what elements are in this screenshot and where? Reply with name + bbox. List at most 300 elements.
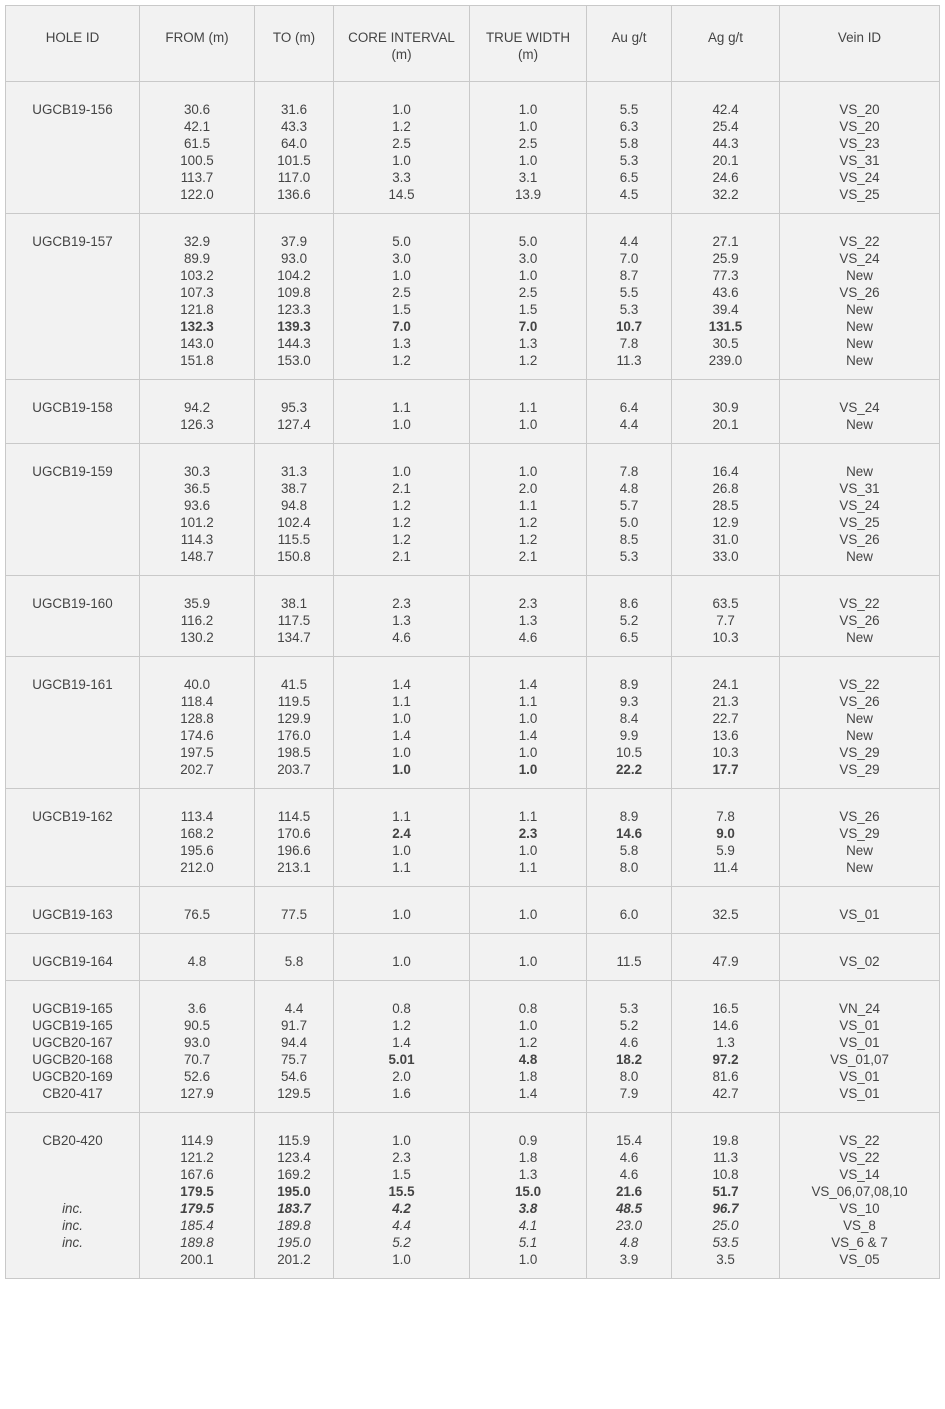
- value-ag: 11.3: [712, 1150, 739, 1165]
- value-ag: 21.3: [712, 694, 739, 709]
- value-au: 8.0: [619, 860, 639, 875]
- value-vein-id: VS_29: [839, 745, 880, 760]
- value-to: 115.9: [277, 1133, 311, 1148]
- value-to: 77.5: [280, 907, 308, 922]
- value-from: 127.9: [180, 1086, 214, 1101]
- value-vein-id: New: [846, 417, 873, 432]
- value-to: 183.7: [277, 1201, 311, 1216]
- value-au: 9.9: [619, 728, 639, 743]
- value-to: 134.7: [277, 630, 311, 645]
- value-vein-id: New: [846, 353, 873, 368]
- cell-true-width: [470, 934, 587, 981]
- value-ag: 51.7: [712, 1184, 739, 1199]
- value-au: 7.9: [619, 1086, 639, 1101]
- cell-ag: [672, 380, 780, 444]
- cell-vein-id: [780, 444, 940, 576]
- value-true-width: 1.1: [518, 860, 538, 875]
- header-hole-id: [6, 6, 140, 82]
- header-true-width: [470, 6, 587, 82]
- cell-hole-id: [6, 1113, 140, 1279]
- value-true-width: 3.1: [518, 170, 538, 185]
- value-vein-id: VS_01: [839, 1035, 880, 1050]
- cell-to: [255, 981, 334, 1113]
- value-vein-id: VS_01: [839, 1086, 880, 1101]
- value-ag: 32.5: [712, 907, 739, 922]
- cell-true-width: [470, 789, 587, 887]
- value-au: 6.0: [619, 907, 639, 922]
- value-vein-id: VS_6 & 7: [831, 1235, 888, 1250]
- hole-id-line: [6, 1183, 139, 1200]
- cell-to: [255, 82, 334, 214]
- value-core-interval: 1.0: [392, 153, 411, 168]
- value-au: 14.6: [615, 826, 643, 841]
- value-au: 4.6: [619, 1035, 639, 1050]
- cell-vein-id: [780, 934, 940, 981]
- value-to: 75.7: [280, 1052, 308, 1067]
- value-from: 189.8: [180, 1235, 214, 1250]
- value-to: 213.1: [277, 860, 311, 875]
- value-vein-id: VS_24: [839, 400, 880, 415]
- value-core-interval: 4.4: [392, 1218, 411, 1233]
- value-ag: 9.0: [716, 826, 735, 841]
- value-to: 117.5: [277, 613, 311, 628]
- cell-from: [140, 657, 255, 789]
- value-core-interval: 1.2: [392, 515, 411, 530]
- value-vein-id: VS_23: [839, 136, 880, 151]
- value-au: 5.3: [619, 302, 639, 317]
- value-from: 174.6: [180, 728, 214, 743]
- value-vein-id: VS_10: [839, 1201, 880, 1216]
- value-vein-id: VS_01,07: [830, 1052, 889, 1067]
- value-core-interval: 1.1: [392, 860, 411, 875]
- value-true-width: 1.5: [518, 302, 538, 317]
- cell-to: [255, 214, 334, 380]
- value-vein-id: New: [846, 860, 873, 875]
- value-core-interval: 1.0: [392, 1133, 411, 1148]
- value-ag: 3.5: [716, 1252, 735, 1267]
- value-au: 8.6: [619, 596, 639, 611]
- value-from: 200.1: [180, 1252, 214, 1267]
- value-core-interval: 15.5: [388, 1184, 415, 1199]
- cell-true-width: [470, 82, 587, 214]
- value-ag: 53.5: [712, 1235, 739, 1250]
- value-from: 113.7: [180, 170, 214, 185]
- cell-vein-id: [780, 789, 940, 887]
- value-core-interval: 1.0: [392, 417, 411, 432]
- header-label: Ag g/t: [708, 30, 743, 45]
- hole-id-line: UGCB20-168: [32, 1052, 113, 1067]
- cell-true-width: [470, 214, 587, 380]
- value-true-width: 1.3: [518, 1167, 538, 1182]
- value-from: 89.9: [183, 251, 211, 266]
- value-from: 93.6: [183, 498, 211, 513]
- cell-to: [255, 934, 334, 981]
- value-core-interval: 1.2: [392, 532, 411, 547]
- value-core-interval: 2.3: [392, 596, 411, 611]
- cell-vein-id: [780, 887, 940, 934]
- header-ag: [672, 6, 780, 82]
- value-true-width: 1.2: [518, 353, 538, 368]
- value-core-interval: 1.5: [392, 1167, 411, 1182]
- value-to: 129.9: [277, 711, 311, 726]
- value-core-interval: 1.0: [392, 711, 411, 726]
- value-vein-id: VS_26: [839, 694, 880, 709]
- value-from: 128.8: [180, 711, 214, 726]
- cell-au: [587, 214, 672, 380]
- table-row: [6, 576, 940, 657]
- value-ag: 32.2: [712, 187, 739, 202]
- cell-to: [255, 1113, 334, 1279]
- value-core-interval: 4.2: [392, 1201, 411, 1216]
- value-vein-id: VS_06,07,08,10: [811, 1184, 908, 1199]
- cell-ag: [672, 214, 780, 380]
- cell-from: [140, 887, 255, 934]
- value-ag: 7.8: [716, 809, 735, 824]
- value-from: 143.0: [180, 336, 214, 351]
- value-core-interval: 1.4: [392, 1035, 411, 1050]
- value-core-interval: 2.5: [392, 136, 411, 151]
- value-au: 5.8: [619, 843, 639, 858]
- value-ag: 47.9: [712, 954, 739, 969]
- value-vein-id: VS_29: [839, 762, 880, 777]
- value-true-width: 1.0: [518, 153, 538, 168]
- value-core-interval: 7.0: [392, 319, 411, 334]
- value-ag: 12.9: [712, 515, 739, 530]
- value-vein-id: VS_25: [839, 515, 880, 530]
- value-to: 170.6: [277, 826, 311, 841]
- value-ag: 5.9: [716, 843, 735, 858]
- value-au: 8.9: [619, 809, 639, 824]
- hole-id-line: UGCB19-157: [32, 234, 113, 249]
- value-core-interval: 0.8: [392, 1001, 411, 1016]
- value-core-interval: 5.2: [392, 1235, 411, 1250]
- cell-core-interval: [334, 887, 470, 934]
- value-ag: 42.7: [712, 1086, 739, 1101]
- value-from: 132.3: [180, 319, 214, 334]
- value-from: 195.6: [180, 843, 214, 858]
- hole-id-line: UGCB19-162: [32, 809, 113, 824]
- cell-vein-id: [780, 981, 940, 1113]
- value-ag: 24.6: [712, 170, 739, 185]
- cell-ag: [672, 981, 780, 1113]
- value-au: 5.7: [619, 498, 639, 513]
- value-to: 94.8: [280, 498, 308, 513]
- cell-to: [255, 444, 334, 576]
- value-au: 7.8: [619, 336, 639, 351]
- value-vein-id: VS_22: [839, 596, 880, 611]
- value-vein-id: VS_25: [839, 187, 880, 202]
- cell-to: [255, 380, 334, 444]
- value-to: 176.0: [277, 728, 311, 743]
- value-core-interval: 2.3: [392, 1150, 411, 1165]
- value-to: 37.9: [280, 234, 308, 249]
- cell-from: [140, 444, 255, 576]
- value-true-width: 1.1: [518, 694, 538, 709]
- value-from: 212.0: [180, 860, 214, 875]
- cell-from: [140, 380, 255, 444]
- cell-from: [140, 934, 255, 981]
- value-to: 127.4: [277, 417, 311, 432]
- value-au: 7.0: [619, 251, 639, 266]
- value-core-interval: 1.0: [392, 268, 411, 283]
- value-vein-id: New: [846, 843, 873, 858]
- hole-id-line: UGCB19-160: [32, 596, 113, 611]
- value-true-width: 1.0: [518, 1252, 538, 1267]
- value-au: 6.5: [619, 170, 639, 185]
- value-true-width: 1.1: [518, 400, 538, 415]
- value-true-width: 4.1: [518, 1218, 538, 1233]
- cell-true-width: [470, 981, 587, 1113]
- table-row: [6, 380, 940, 444]
- value-true-width: 15.0: [514, 1184, 542, 1199]
- value-ag: 25.0: [712, 1218, 739, 1233]
- cell-vein-id: [780, 214, 940, 380]
- value-true-width: 1.4: [518, 728, 538, 743]
- value-ag: 39.4: [712, 302, 739, 317]
- value-to: 123.3: [277, 302, 311, 317]
- value-true-width: 1.2: [518, 1035, 538, 1050]
- value-true-width: 1.0: [518, 711, 538, 726]
- table-row: [6, 82, 940, 214]
- value-au: 9.3: [619, 694, 639, 709]
- value-to: 169.2: [277, 1167, 311, 1182]
- value-au: 8.9: [619, 677, 639, 692]
- value-core-interval: 3.3: [392, 170, 411, 185]
- value-ag: 33.0: [712, 549, 739, 564]
- value-ag: 81.6: [712, 1069, 739, 1084]
- value-from: 121.2: [180, 1150, 214, 1165]
- cell-true-width: [470, 380, 587, 444]
- value-from: 179.5: [180, 1184, 214, 1199]
- value-true-width: 1.2: [518, 515, 538, 530]
- value-au: 4.6: [619, 1167, 639, 1182]
- value-to: 198.5: [277, 745, 311, 760]
- value-ag: 13.6: [712, 728, 739, 743]
- value-ag: 24.1: [712, 677, 739, 692]
- value-core-interval: 1.0: [392, 464, 411, 479]
- value-core-interval: 1.0: [392, 1252, 411, 1267]
- value-au: 4.4: [619, 417, 639, 432]
- value-true-width: 1.8: [518, 1069, 538, 1084]
- cell-true-width: [470, 576, 587, 657]
- value-true-width: 1.1: [518, 809, 538, 824]
- value-to: 41.5: [280, 677, 308, 692]
- value-core-interval: 1.0: [392, 745, 411, 760]
- value-to: 101.5: [277, 153, 311, 168]
- cell-hole-id: [6, 789, 140, 887]
- cell-au: [587, 657, 672, 789]
- value-true-width: 4.6: [518, 630, 538, 645]
- value-core-interval: 1.5: [392, 302, 411, 317]
- cell-to: [255, 657, 334, 789]
- cell-ag: [672, 1113, 780, 1279]
- value-core-interval: 1.2: [392, 1018, 411, 1033]
- hole-id-line: inc.: [62, 1235, 83, 1250]
- cell-core-interval: [334, 981, 470, 1113]
- cell-from: [140, 576, 255, 657]
- value-to: 115.5: [277, 532, 311, 547]
- hole-id-line: UGCB20-169: [32, 1069, 113, 1084]
- hole-id-line: CB20-417: [42, 1086, 103, 1101]
- value-from: 168.2: [180, 826, 214, 841]
- value-from: 116.2: [180, 613, 214, 628]
- cell-hole-id: [6, 657, 140, 789]
- value-au: 6.3: [619, 119, 639, 134]
- value-core-interval: 1.0: [392, 762, 411, 777]
- hole-id-line: UGCB19-163: [32, 907, 113, 922]
- value-au: 8.4: [619, 711, 639, 726]
- cell-au: [587, 1113, 672, 1279]
- cell-core-interval: [334, 789, 470, 887]
- value-from: 40.0: [183, 677, 211, 692]
- cell-core-interval: [334, 576, 470, 657]
- value-core-interval: 1.6: [392, 1086, 411, 1101]
- value-vein-id: New: [846, 319, 873, 334]
- value-from: 148.7: [180, 549, 214, 564]
- value-au: 18.2: [615, 1052, 643, 1067]
- header-row: [6, 6, 940, 82]
- value-vein-id: VS_22: [839, 234, 880, 249]
- value-to: 4.4: [284, 1001, 304, 1016]
- table-row: [6, 214, 940, 380]
- cell-au: [587, 981, 672, 1113]
- value-ag: 43.6: [712, 285, 739, 300]
- value-to: 136.6: [277, 187, 311, 202]
- value-from: 90.5: [183, 1018, 211, 1033]
- value-au: 7.8: [619, 464, 639, 479]
- value-au: 3.9: [619, 1252, 639, 1267]
- cell-hole-id: [6, 981, 140, 1113]
- header-core-interval: [334, 6, 470, 82]
- cell-true-width: [470, 657, 587, 789]
- value-true-width: 1.4: [518, 677, 538, 692]
- value-vein-id: VS_24: [839, 251, 880, 266]
- value-core-interval: 1.0: [392, 102, 411, 117]
- hole-id-line: UGCB19-159: [32, 464, 113, 479]
- value-core-interval: 1.1: [392, 694, 411, 709]
- value-vein-id: New: [846, 268, 873, 283]
- value-ag: 96.7: [712, 1201, 739, 1216]
- cell-to: [255, 887, 334, 934]
- value-vein-id: VS_22: [839, 677, 880, 692]
- value-true-width: 1.0: [518, 268, 538, 283]
- value-from: 3.6: [187, 1001, 207, 1016]
- header-label: FROM (m): [165, 30, 229, 45]
- header-au: [587, 6, 672, 82]
- cell-hole-id: [6, 887, 140, 934]
- value-true-width: 7.0: [518, 319, 538, 334]
- value-au: 10.5: [615, 745, 643, 760]
- value-au: 5.5: [619, 285, 639, 300]
- value-from: 36.5: [183, 481, 211, 496]
- value-au: 8.0: [619, 1069, 639, 1084]
- hole-id-line: UGCB19-158: [32, 400, 113, 415]
- cell-ag: [672, 576, 780, 657]
- table-row: [6, 934, 940, 981]
- value-to: 195.0: [277, 1235, 311, 1250]
- value-true-width: 2.3: [518, 826, 538, 841]
- value-from: 70.7: [183, 1052, 211, 1067]
- value-from: 94.2: [183, 400, 211, 415]
- cell-ag: [672, 789, 780, 887]
- value-ag: 44.3: [712, 136, 739, 151]
- value-from: 61.5: [183, 136, 211, 151]
- value-from: 185.4: [180, 1218, 214, 1233]
- value-true-width: 0.9: [518, 1133, 538, 1148]
- value-au: 5.3: [619, 549, 639, 564]
- value-ag: 17.7: [712, 762, 739, 777]
- cell-core-interval: [334, 444, 470, 576]
- value-true-width: 1.0: [518, 417, 538, 432]
- value-vein-id: VS_26: [839, 532, 880, 547]
- value-core-interval: 1.2: [392, 498, 411, 513]
- value-to: 31.3: [280, 464, 308, 479]
- value-au: 5.3: [619, 153, 639, 168]
- value-ag: 22.7: [712, 711, 739, 726]
- value-to: 94.4: [280, 1035, 308, 1050]
- value-from: 122.0: [180, 187, 214, 202]
- value-vein-id: VS_26: [839, 285, 880, 300]
- header-from: [140, 6, 255, 82]
- value-vein-id: VS_01: [839, 1069, 880, 1084]
- value-ag: 16.5: [712, 1001, 739, 1016]
- value-to: 114.5: [277, 809, 311, 824]
- cell-hole-id: [6, 444, 140, 576]
- value-ag: 7.7: [716, 613, 735, 628]
- value-vein-id: VS_05: [839, 1252, 880, 1267]
- value-from: 93.0: [183, 1035, 211, 1050]
- cell-core-interval: [334, 934, 470, 981]
- value-from: 179.5: [180, 1201, 214, 1216]
- value-core-interval: 1.0: [392, 907, 411, 922]
- value-au: 5.0: [619, 515, 639, 530]
- value-au: 5.2: [619, 613, 639, 628]
- cell-from: [140, 214, 255, 380]
- value-from: 202.7: [180, 762, 214, 777]
- value-ag: 11.4: [712, 860, 739, 875]
- cell-from: [140, 82, 255, 214]
- value-from: 114.9: [180, 1133, 214, 1148]
- value-au: 21.6: [615, 1184, 643, 1199]
- value-au: 11.5: [616, 954, 642, 969]
- value-au: 8.7: [619, 268, 639, 283]
- value-core-interval: 1.0: [392, 954, 411, 969]
- value-au: 8.5: [619, 532, 639, 547]
- cell-core-interval: [334, 214, 470, 380]
- value-au: 4.5: [619, 187, 639, 202]
- value-core-interval: 1.1: [392, 809, 411, 824]
- header-to: [255, 6, 334, 82]
- value-ag: 10.3: [712, 745, 739, 760]
- value-to: 195.0: [277, 1184, 311, 1199]
- value-au: 15.4: [615, 1133, 643, 1148]
- value-true-width: 1.0: [518, 843, 538, 858]
- value-to: 201.2: [277, 1252, 311, 1267]
- value-au: 4.4: [619, 234, 639, 249]
- value-ag: 14.6: [712, 1018, 739, 1033]
- value-core-interval: 1.2: [392, 119, 411, 134]
- value-true-width: 2.3: [518, 596, 538, 611]
- value-to: 104.2: [277, 268, 311, 283]
- cell-from: [140, 981, 255, 1113]
- value-from: 130.2: [180, 630, 214, 645]
- value-au: 48.5: [615, 1201, 643, 1216]
- value-core-interval: 1.3: [392, 613, 411, 628]
- table-row: [6, 789, 940, 887]
- value-core-interval: 1.4: [392, 728, 411, 743]
- header-label: Au g/t: [611, 30, 647, 45]
- value-vein-id: New: [846, 630, 873, 645]
